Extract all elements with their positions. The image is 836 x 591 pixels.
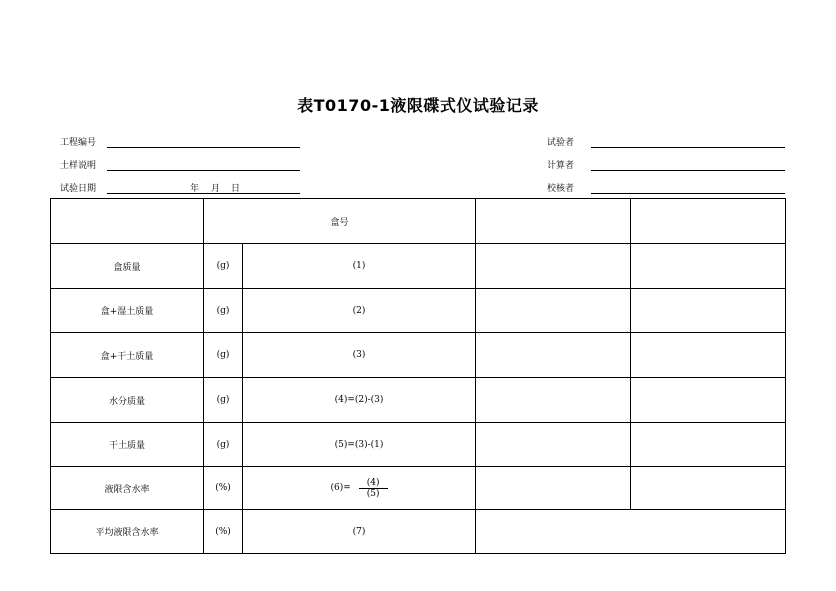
project-number-label: 工程编号 — [60, 138, 97, 148]
row-unit: (g) — [204, 423, 243, 467]
data-cell[interactable] — [631, 289, 786, 333]
table-row — [51, 423, 786, 467]
row-unit: (g) — [204, 289, 243, 333]
test-date-field[interactable] — [107, 193, 300, 194]
row-unit: (g) — [204, 378, 243, 423]
checker-label: 校核者 — [547, 184, 575, 194]
row-formula: (3) — [243, 333, 476, 378]
tester-label: 试验者 — [547, 138, 575, 148]
row-formula: (7) — [243, 510, 476, 554]
data-cell[interactable] — [631, 378, 786, 423]
fraction-denominator: (5) — [366, 488, 380, 499]
tester-field[interactable] — [591, 147, 785, 148]
row-formula: (1) — [243, 244, 476, 289]
row-name: 盒质量 — [51, 244, 204, 289]
data-cell[interactable] — [631, 423, 786, 467]
row-formula: (2) — [243, 289, 476, 333]
formula-prefix: (6)= — [330, 483, 351, 493]
row-name: 干土质量 — [51, 423, 204, 467]
fraction-numerator: (4) — [359, 478, 388, 489]
test-date-label: 试验日期 — [60, 184, 97, 194]
data-cell[interactable] — [476, 289, 631, 333]
data-cell[interactable] — [631, 244, 786, 289]
data-cell[interactable] — [476, 244, 631, 289]
data-cell[interactable] — [476, 423, 631, 467]
project-number-field[interactable] — [107, 147, 300, 148]
average-data-cell[interactable] — [476, 510, 786, 554]
checker-field[interactable] — [591, 193, 785, 194]
date-day-mark: 日 — [231, 184, 241, 194]
table-row — [51, 333, 786, 378]
row-formula: (4)=(2)-(3) — [243, 378, 476, 423]
row-name: 平均液限含水率 — [51, 510, 204, 554]
data-cell[interactable] — [476, 378, 631, 423]
record-table — [50, 198, 786, 554]
row-unit: (%) — [204, 467, 243, 510]
data-cell[interactable] — [631, 333, 786, 378]
row-name: 盒+干土质量 — [51, 333, 204, 378]
blank-corner-cell — [51, 199, 204, 244]
table-row — [51, 289, 786, 333]
table-row — [51, 510, 786, 554]
page-title: 表T0170-1液限碟式仪试验记录 — [297, 96, 539, 115]
date-month-mark: 月 — [211, 184, 221, 194]
data-cell[interactable] — [476, 467, 631, 510]
date-year-mark: 年 — [190, 184, 200, 194]
soil-description-field[interactable] — [107, 170, 300, 171]
row-name: 盒+湿土质量 — [51, 289, 204, 333]
row-name: 液限含水率 — [51, 467, 204, 510]
fraction — [359, 478, 388, 499]
data-cell[interactable] — [476, 199, 631, 244]
table-row — [51, 378, 786, 423]
calculator-field[interactable] — [591, 170, 785, 171]
row-formula: (5)=(3)-(1) — [243, 423, 476, 467]
data-cell[interactable] — [631, 199, 786, 244]
data-cell[interactable] — [476, 333, 631, 378]
table-row — [51, 244, 786, 289]
row-unit: (g) — [204, 333, 243, 378]
table-header-row — [51, 199, 786, 244]
row-unit: (%) — [204, 510, 243, 554]
soil-description-label: 土样说明 — [60, 161, 97, 171]
calculator-label: 计算者 — [547, 161, 575, 171]
box-number-label: 盒号 — [204, 199, 476, 244]
row-formula — [243, 467, 476, 510]
data-cell[interactable] — [631, 467, 786, 510]
row-unit: (g) — [204, 244, 243, 289]
row-name: 水分质量 — [51, 378, 204, 423]
table-row — [51, 467, 786, 510]
